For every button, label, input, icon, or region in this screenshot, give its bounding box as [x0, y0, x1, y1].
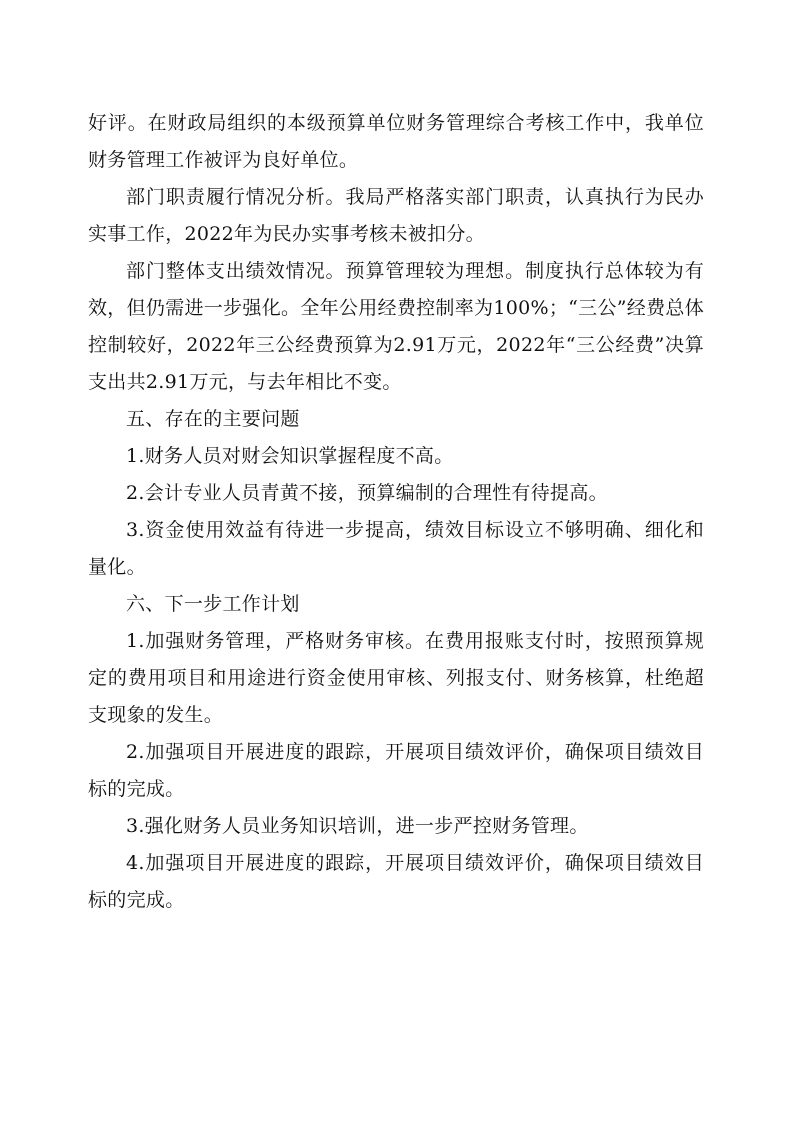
plan-item-1: 1.加强财务管理，严格财务审核。在费用报账支付时，按照预算规定的费用项目和用途进行资金使用审核、列报支付、财务核算，杜绝超支现象的发生。 [88, 630, 704, 726]
problem-item-3: 3.资金使用效益有待进一步提高，绩效目标设立不够明确、细化和量化。 [88, 519, 704, 578]
paragraph-spending-performance: 部门整体支出绩效情况。预算管理较为理想。制度执行总体较为有效，但仍需进一步强化。全年公用经费控制率为100%；“三公”经费总体控制较好，2022年三公经费预算为2.91万元，2022年“三公经费”决算支出共2.91万元，与去年相比不变。 [88, 260, 704, 393]
section-heading-next-steps: 六、下一步工作计划 [126, 593, 300, 615]
problem-item-1: 1.财务人员对财会知识掌握程度不高。 [126, 445, 454, 467]
section-heading-problems: 五、存在的主要问题 [126, 408, 300, 430]
plan-item-2: 2.加强项目开展进度的跟踪，开展项目绩效评价，确保项目绩效目标的完成。 [88, 741, 704, 800]
problem-item-2: 2.会计专业人员青黄不接，预算编制的合理性有待提高。 [126, 482, 608, 504]
paragraph-duty-performance: 部门职责履行情况分析。我局严格落实部门职责，认真执行为民办实事工作，2022年为民办实事考核未被扣分。 [88, 186, 704, 245]
paragraph-rating-continuation: 好评。在财政局组织的本级预算单位财务管理综合考核工作中，我单位财务管理工作被评为良好单位。 [88, 112, 704, 171]
document-body [88, 105, 704, 919]
plan-item-4: 4.加强项目开展进度的跟踪，开展项目绩效评价，确保项目绩效目标的完成。 [88, 852, 704, 911]
plan-item-3: 3.强化财务人员业务知识培训，进一步严控财务管理。 [126, 815, 589, 837]
